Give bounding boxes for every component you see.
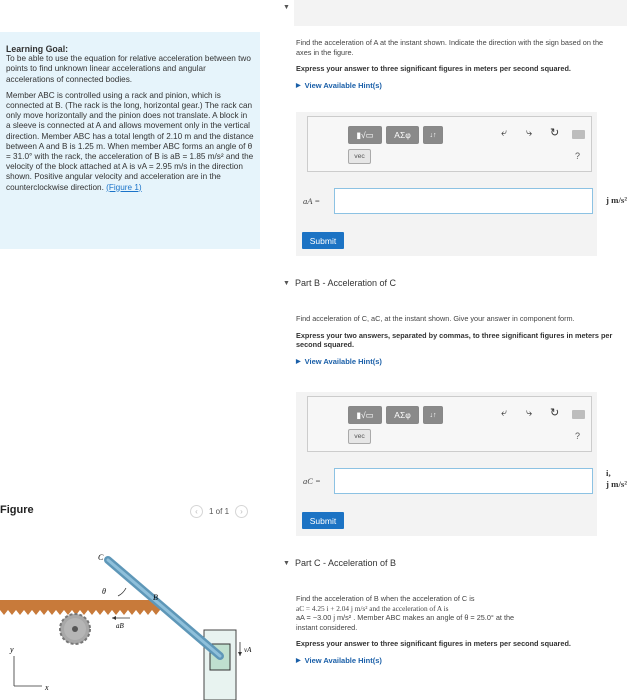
part-b-answer-input[interactable]: [334, 468, 593, 494]
learning-goal-title: Learning Goal:: [6, 44, 69, 54]
collapse-caret-icon[interactable]: ▼: [283, 559, 290, 567]
learning-goal-panel: [0, 32, 260, 249]
templates-button[interactable]: ▮√▭: [348, 126, 382, 144]
reset-icon[interactable]: ↻: [550, 407, 560, 419]
redo-icon[interactable]: ⤷: [526, 127, 533, 139]
figure-label: Figure: [0, 504, 34, 516]
part-b-unit-j: j m/s²: [606, 479, 627, 489]
sub-superscript-button[interactable]: ↓↑: [423, 406, 443, 424]
part-b-answer-label: aC =: [303, 476, 321, 486]
greek-symbols-button[interactable]: ΑΣφ: [386, 406, 419, 424]
reset-icon[interactable]: ↻: [550, 127, 560, 139]
undo-icon[interactable]: ⤶: [501, 407, 508, 419]
keyboard-icon[interactable]: [572, 410, 585, 419]
templates-button[interactable]: ▮√▭: [348, 406, 382, 424]
part-a-math-toolbar: [307, 116, 592, 172]
undo-icon[interactable]: ⤶: [501, 127, 508, 139]
learning-goal-body: [6, 91, 254, 193]
greek-symbols-button[interactable]: ΑΣφ: [386, 126, 419, 144]
part-b-header[interactable]: [283, 271, 603, 295]
expand-triangle-icon: ▶: [296, 358, 301, 365]
part-c-prompt: [296, 594, 614, 665]
sub-superscript-button[interactable]: ↓↑: [423, 126, 443, 144]
part-b-submit-button[interactable]: Submit: [302, 512, 344, 529]
label-b: B: [153, 593, 158, 602]
part-c-hints-link[interactable]: [296, 656, 614, 665]
part-a-hints-label: View Available Hint(s): [304, 80, 382, 90]
part-b-prompt: [296, 314, 614, 366]
rack: [0, 600, 160, 610]
part-a-submit-button[interactable]: Submit: [302, 232, 344, 249]
label-x: x: [45, 683, 49, 692]
part-b-instruction: Express your two answers, separated by commas, to three significant figures in meters per second squared.: [296, 330, 613, 349]
learning-goal-intro: To be able to use the equation for relative acceleration between two points to find unknown linear accelerations and angular accelerations of connected bodies.: [6, 54, 251, 84]
part-a-instruction: Express your answer to three significant figures in meters per second squared.: [296, 64, 571, 73]
part-b-unit-i: i,: [606, 468, 611, 478]
part-a-hints-link[interactable]: [296, 81, 614, 90]
part-c-question-1: Find the acceleration of B when the acceleration of C is: [296, 594, 475, 603]
prev-figure-button[interactable]: ‹: [190, 505, 203, 518]
part-b-hints-label: View Available Hint(s): [304, 356, 382, 366]
label-y: y: [10, 645, 14, 654]
angle-arc: [118, 588, 126, 596]
keyboard-icon[interactable]: [572, 130, 585, 139]
expand-triangle-icon: ▶: [296, 82, 301, 89]
part-b-math-toolbar: [307, 396, 592, 452]
part-c-question-4: instant considered.: [296, 622, 358, 632]
problem-statement: Member ABC is controlled using a rack and pinion, which is connected at B. (The rack is the long, horizontal gear.) The rack can only move horizontally and the pinion does not translate. A block in a sleeve is connected at A and allows movement only in the vertical direction. Member ABC has a total length of 2.10 m and the distance between A and B is 1.25 m. When member ABC forms an angle of θ = 31.0° with the rack, the acceleration of B is aB = 1.85 m/s² and the velocity of the block attached at A is vA = 2.95 m/s in the direction shown. Positive angular velocity and acceleration are in the counterclockwise direction.: [6, 90, 254, 192]
part-a-unit: j m/s²: [606, 195, 627, 205]
figure-link[interactable]: (Figure 1): [106, 182, 142, 192]
label-va: vA: [244, 646, 252, 654]
part-c-header[interactable]: [283, 551, 603, 575]
part-a-answer-label: aA =: [303, 196, 321, 206]
pinion-gear: [60, 614, 90, 644]
collapse-caret-icon[interactable]: ▼: [283, 3, 290, 11]
label-ab: aB: [116, 622, 124, 630]
part-a-answer-area: [296, 112, 627, 256]
collapse-caret-icon[interactable]: ▼: [283, 279, 290, 287]
part-c-question-2: aC = 4.25 i + 2.04 j m/s² and the acceleration of A is: [296, 603, 449, 613]
label-theta: θ: [102, 587, 106, 596]
part-a-answer-input[interactable]: [334, 188, 593, 214]
part-b-answer-area: [296, 392, 627, 536]
help-icon[interactable]: ?: [575, 431, 581, 441]
help-icon[interactable]: ?: [575, 151, 581, 161]
vector-button[interactable]: vec: [348, 149, 371, 164]
part-c-title: Part C - Acceleration of B: [295, 558, 397, 568]
part-c-instruction: Express your answer to three significant figures in meters per second squared.: [296, 639, 571, 648]
part-c-hints-label: View Available Hint(s): [304, 655, 382, 665]
question-column: [283, 0, 627, 700]
part-c-question-3: aA = −3.00 j m/s² . Member ABC makes an angle of θ = 25.0° at the: [296, 613, 515, 622]
vector-button[interactable]: vec: [348, 429, 371, 444]
part-a-prompt: [296, 38, 614, 90]
part-a-question: Find the acceleration of A at the instant shown. Indicate the direction with the sign based on the axes in the figure.: [296, 38, 604, 57]
part-a-title-bar: [294, 0, 627, 26]
figure-page-indicator: 1 of 1: [209, 507, 230, 516]
label-c: C: [98, 553, 104, 562]
next-figure-button[interactable]: ›: [235, 505, 248, 518]
redo-icon[interactable]: ⤷: [526, 407, 533, 419]
part-b-title: Part B - Acceleration of C: [295, 278, 397, 288]
expand-triangle-icon: ▶: [296, 657, 301, 664]
part-b-question: Find acceleration of C, aC, at the instant shown. Give your answer in component form.: [296, 314, 575, 323]
part-b-hints-link[interactable]: [296, 357, 614, 366]
figure-pager: [190, 505, 248, 518]
mechanism-figure: [0, 548, 262, 700]
